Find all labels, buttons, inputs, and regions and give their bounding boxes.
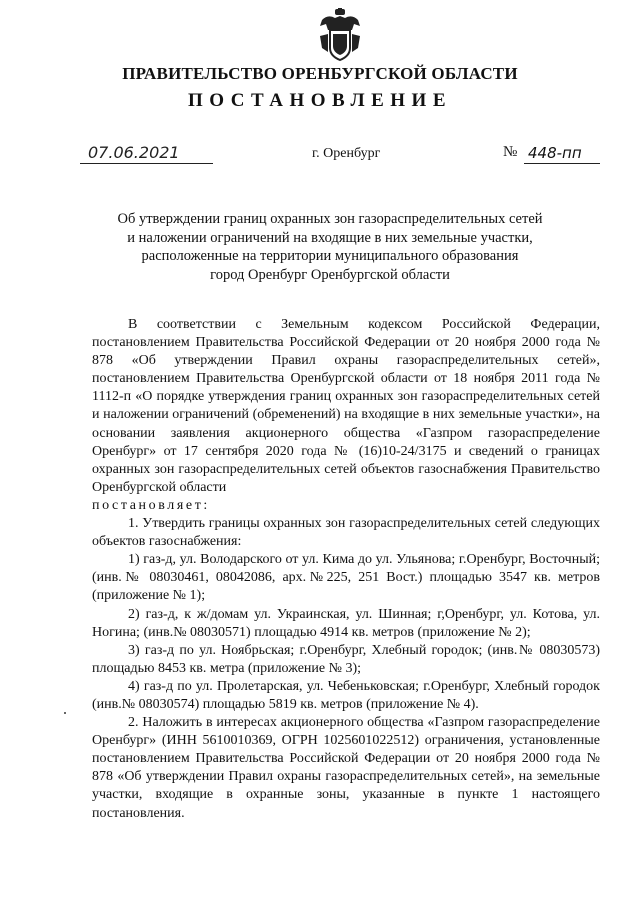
document-body: [92, 316, 600, 823]
document-type: ПОСТАНОВЛЕНИЕ: [187, 90, 453, 111]
coat-of-arms-icon: [318, 8, 362, 62]
clause-1-item-3: 3) газ-д по ул. Ноябрьская; г.Оренбург, Хлебный городок; (инв.№ 08030573) площадью 8453 кв. метра (приложение № 3);: [92, 642, 600, 676]
city: г. Оренбург: [312, 146, 381, 161]
document-date: 07.06.2021: [80, 143, 213, 164]
title-line: город Оренбург Оренбургской области: [210, 266, 450, 283]
decree-word: постановляет:: [92, 497, 210, 513]
clause-1-item-4: 4) газ-д по ул. Пролетарская, ул. Чебеньковская; г.Оренбург, Хлебный городок (инв.№ 08030574) площадью 5819 кв. метров (приложение № 4).: [92, 678, 600, 712]
government-name: ПРАВИТЕЛЬСТВО ОРЕНБУРГСКОЙ ОБЛАСТИ: [122, 64, 518, 83]
clause-1: 1. Утвердить границы охранных зон газораспределительных сетей следующих объектов газоснабжения:: [92, 516, 600, 550]
preamble-paragraph: В соответствии с Земельным кодексом Российской Федерации, постановлением Правительства Российской Федерации от 20 ноября 2000 года № 878 «Об утверждении Правил охраны газораспределительных сетей», постановлением Правительства Оренбургской области от 18 ноября 2011 года № 1112-п «О порядке утверждения границ охранных зон газораспределительных сетей и наложении ограничений (обременений) на входящие в них земельные участки», на основании заявления акционерного общества «Газпром газораспределение Оренбург» от 17 сентября 2020 года № (16)10-24/3175 и сведений о границах охранных зон газораспределительных сетей объектов газоснабжения Правительство Оренбургской области: [92, 317, 600, 495]
number-label: №: [503, 144, 518, 160]
document-number: 448-пп: [524, 143, 600, 164]
clause-1-item-1: 1) газ-д, ул. Володарского от ул. Кима до ул. Ульянова; г.Оренбург, Восточный; (инв.№ 08030461, 08042086, арх.№225, 251 Вост.) площадью 3547 кв. метров (приложение № 1);: [92, 552, 600, 604]
title-line: и наложении ограничений на входящие в них земельные участки,: [127, 229, 533, 246]
document-title: [80, 210, 580, 284]
title-line: расположенные на территории муниципального образования: [141, 248, 519, 264]
clause-2: 2. Наложить в интересах акционерного общества «Газпром газораспределение Оренбург» (ИНН 5610010369, ОГРН 1025601022512) ограничения, установленные постановлением Правительства Российской Федерации от 20 ноября 2000 года № 878 «Об утверждении Правил охраны газораспределительных сетей», на земельные участки, входящие в охранные зоны, указанные в пункте 1 настоящего постановления.: [92, 715, 600, 821]
clause-1-item-2: 2) газ-д, к ж/домам ул. Украинская, ул. Шинная; г,Оренбург, ул. Котова, ул. Ногина; (инв.№ 08030571) площадью 4914 кв. метров (приложение № 2);: [92, 606, 600, 640]
scan-speck: [64, 712, 66, 714]
title-line: Об утверждении границ охранных зон газораспределительных сетей: [117, 211, 543, 227]
